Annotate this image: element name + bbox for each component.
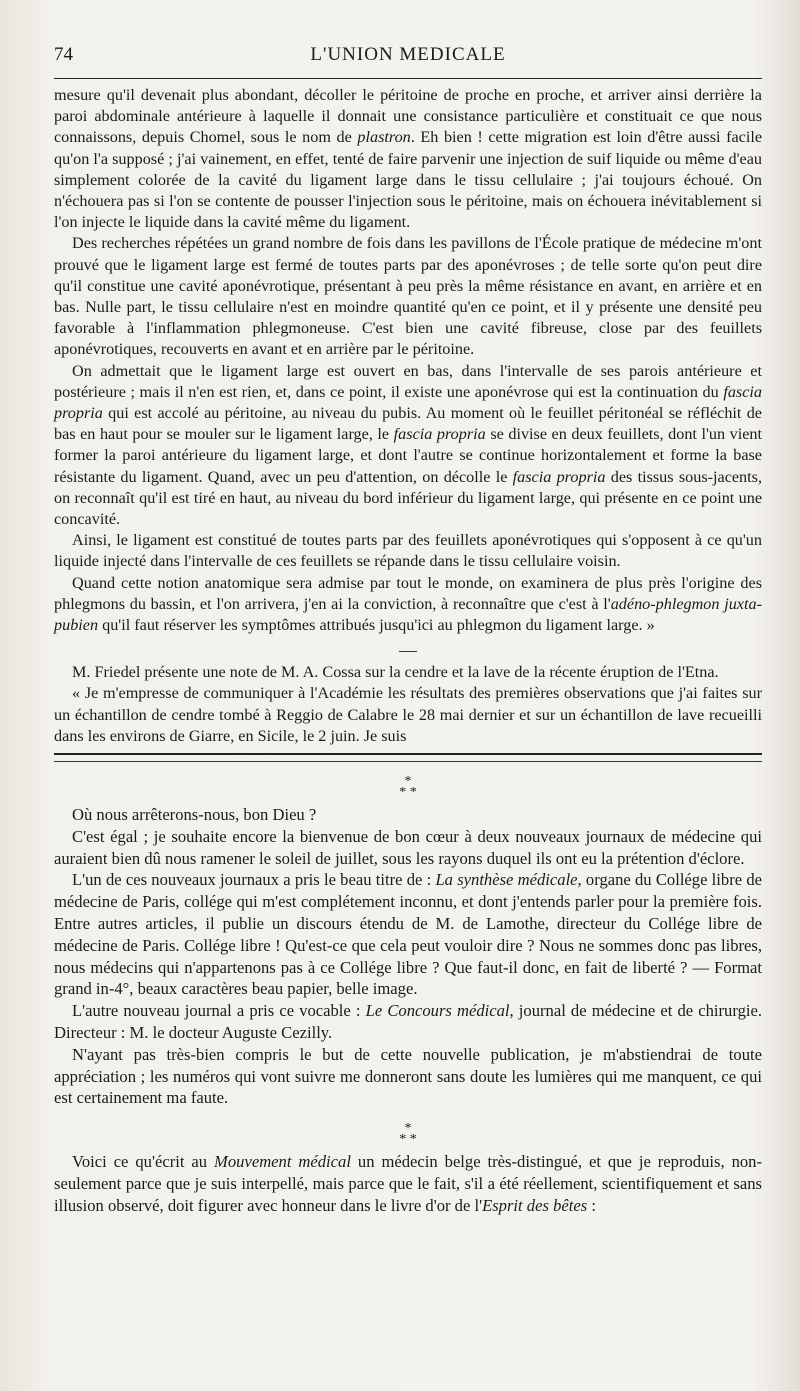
- paragraph: [54, 826, 762, 870]
- asterism-2-top: *: [404, 1121, 412, 1137]
- section-separator: —: [399, 640, 417, 661]
- text-run: M. Friedel présente une note de M. A. Cossa sur la cendre et la lave de la récente éruption de l'Etna.: [72, 663, 719, 682]
- text-run: Voici ce qu'écrit au: [72, 1152, 215, 1172]
- text-run: un médecin belge très-distingué, et que je reproduis, non-seulement parce que je suis interpellé, mais parce que le fait, s'il a été réellement, scientifiquement et sans illusion observé, doit figurer avec honneur dans le livre d'or de l': [54, 1152, 762, 1215]
- paragraph: [54, 530, 762, 572]
- header-rule: [54, 78, 762, 79]
- paragraph: [54, 683, 762, 747]
- asterism-top: *: [404, 774, 412, 790]
- paragraph: [54, 662, 762, 683]
- text-run: se divise en deux feuillets, dont l'un vient former la paroi antérieure du ligament large, et dont l'autre se continue horizontalement et forme la base résistante du ligament. Quand, avec un peu d'attention, on décolle le: [54, 425, 762, 486]
- text-run: , organe du Collége libre de médecine de Paris, collége qui m'est complétement inconnu, et dont j'entends parler pour la première fois. Entre autres articles, il publie un discours étendu de M. de Lamothe, directeur du Collége libre de médecine de Paris. Collége libre ! Qu'est-ce que cela peut vouloir dire ? Nous ne sommes donc pas libres, nous médecins qui n'appartenons pas à ce Collége libre ? Que faut-il donc, en fait de liberté ? — Format grand in-4°, beaux caractères beau papier, belle image.: [54, 870, 762, 999]
- asterism-bottom: * *: [399, 785, 417, 801]
- paragraph: [54, 1000, 762, 1044]
- text-run: des tissus sous-jacents, on reconnaît qu'il est tiré en haut, au niveau du bord inférieur du ligament large, qui présente en ce point une concavité.: [54, 467, 762, 529]
- friedel-section: [54, 662, 762, 747]
- text-run: mesure qu'il devenait plus abondant, décoller le péritoine de proche en proche, et arriver ainsi derrière la paroi abdominale antérieure à laquelle il donnait une consistance particulière et constituait ce que nous connaissons, depuis Chomel, sous le nom de: [54, 86, 762, 147]
- paragraph: [54, 1044, 762, 1109]
- asterism-2-bottom: * *: [399, 1132, 417, 1148]
- italic-text: adéno-phlegmon juxta-pubien: [54, 594, 762, 635]
- paragraph: [54, 1151, 762, 1216]
- paragraph: [54, 361, 762, 531]
- text-run: L'autre nouveau journal a pris ce vocable :: [72, 1001, 366, 1021]
- feuilleton-column: [54, 776, 762, 1217]
- paragraph: [54, 804, 762, 826]
- text-run: « Je m'empresse de communiquer à l'Académie les résultats des premières observations que j'ai faites sur un échantillon de cendre tombé à Reggio de Calabre le 28 mai dernier et sur un échantillon de lave recueilli dans les environs de Giarre, en Sicile, le 2 juin. Je suis: [54, 684, 762, 745]
- paragraph: [54, 233, 762, 360]
- text-run: :: [587, 1195, 596, 1215]
- journal-title: L'UNION MEDICALE: [310, 44, 506, 65]
- italic-text: Le Concours médical: [365, 1001, 510, 1021]
- text-run: Où nous arrêterons-nous, bon Dieu ?: [72, 805, 317, 825]
- text-run: qu'il faut réserver les symptômes attribués jusqu'ici au phlegmon du ligament large. »: [98, 616, 655, 635]
- asterism: [54, 774, 762, 801]
- feuilleton-rule-thin: [54, 761, 762, 762]
- page-number: 74: [54, 44, 73, 65]
- italic-text: Mouvement médical: [214, 1152, 351, 1172]
- italic-text: fascia propria: [512, 467, 606, 486]
- feuilleton-rule: [54, 753, 762, 755]
- italic-text: plastron: [357, 128, 411, 147]
- text-run: L'un de ces nouveaux journaux a pris le beau titre de :: [72, 870, 436, 890]
- paragraph: [54, 573, 762, 637]
- italic-text: La synthèse médicale: [435, 870, 578, 890]
- page-header: [54, 44, 762, 72]
- text-run: Ainsi, le ligament est constitué de toutes parts par des feuillets aponévrotiques qui s'opposent à ce qu'un liquide injecté dans l'intervalle de ces feuillets se répande dans le tissu cellulaire voisin.: [54, 531, 762, 571]
- upper-column: [54, 85, 762, 636]
- asterism-2: [54, 1121, 762, 1148]
- italic-text: Esprit des bêtes: [482, 1195, 588, 1215]
- paragraph: [54, 85, 762, 233]
- italic-text: fascia propria: [54, 382, 762, 423]
- text-run: On admettait que le ligament large est ouvert en bas, dans l'intervalle de ses parois antérieure et postérieure ; mais il n'en est rien, et, dans ce point, il existe une aponévrose qui est la continuation du: [54, 361, 762, 401]
- italic-text: fascia propria: [393, 425, 486, 444]
- text-run: , journal de médecine et de chirurgie. Directeur : M. le docteur Auguste Cezilly.: [54, 1001, 762, 1043]
- text-run: Des recherches répétées un grand nombre de fois dans les pavillons de l'École pratique de médecine m'ont prouvé que le ligament large est fermé de toutes parts par des aponévroses ; de telle sorte qu'on peut dire qu'il constitue une cavité aponévrotique, présentant à peu près la même résistance en avant, en arrière et en bas. Nulle part, le tissu cellulaire n'est en moindre quantité qu'en ce point, et il y présente une densité peu favorable à l'inflammation phlegmoneuse. C'est bien une cavité fibreuse, close par des feuillets aponévrotiques, recouverts en avant et en arrière par le péritoine.: [54, 234, 762, 359]
- text-run: N'ayant pas très-bien compris le but de cette nouvelle publication, je m'abstiendrai de toute appréciation ; les numéros qui vont suivre me donneront sans doute les lumières qui me manquent, ce qui est certainement ma faute.: [54, 1044, 762, 1108]
- text-run: qui est accolé au péritoine, au niveau du pubis. Au moment où le feuillet péritonéal se réfléchit de bas en haut pour se mouler sur le ligament large, le: [54, 404, 762, 444]
- text-run: C'est égal ; je souhaite encore la bienvenue de bon cœur à deux nouveaux journaux de médecine qui auraient bien dû nous ramener le soleil de juillet, sous les rayons duquel ils ont eu la prétention d'éclore.: [54, 826, 762, 868]
- paragraph: [54, 869, 762, 1000]
- text-run: Quand cette notion anatomique sera admise par tout le monde, on examinera de plus près l'origine des phlegmons du bassin, et l'on arrivera, j'en ai la conviction, à reconnaître que c'est à l': [54, 573, 762, 613]
- text-run: . Eh bien ! cette migration est loin d'être aussi facile qu'on l'a supposé ; j'ai vainement, en effet, tenté de faire parvenir une injection de suif liquide ou même d'eau simplement colorée de la cavité du ligament large dans le tissu cellulaire ; j'ai toujours échoué. On n'échouera pas si l'on se contente de pousser l'injection sous le péritoine, mais on échouera inévitablement si l'on injecte le liquide dans la cavité même du ligament.: [54, 128, 763, 232]
